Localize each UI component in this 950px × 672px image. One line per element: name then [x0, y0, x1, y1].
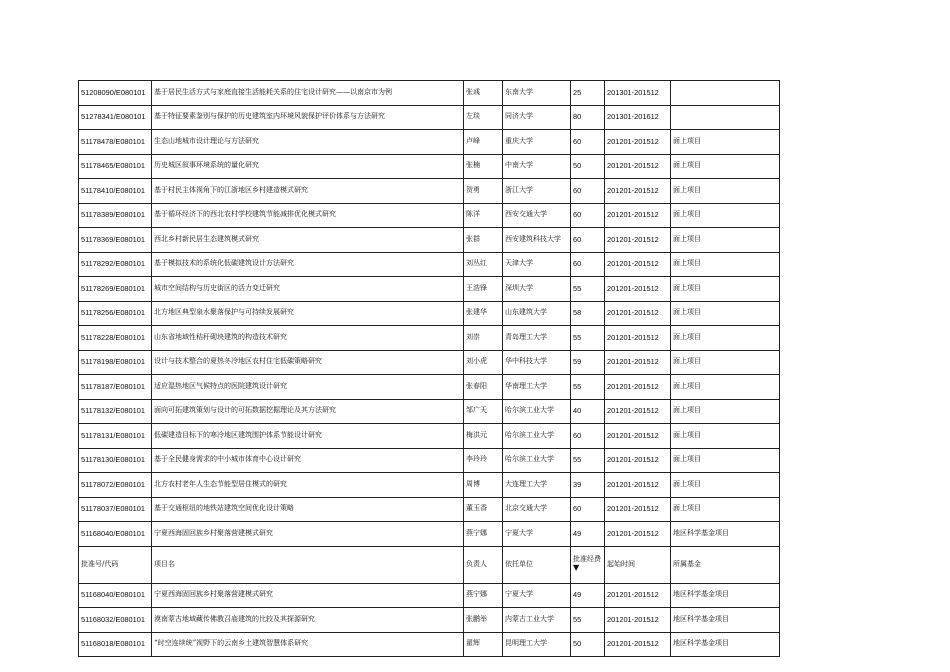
cell-period: 201201-201512 — [605, 608, 671, 633]
cell-period: 201201-201512 — [605, 583, 671, 608]
table-row — [79, 326, 780, 351]
table-body-top — [79, 81, 780, 547]
cell-pi: 左琰 — [464, 105, 503, 130]
cell-funding: 55 — [571, 448, 605, 473]
cell-org: 北京交通大学 — [503, 497, 571, 522]
cell-fund-type: 地区科学基金项目 — [671, 608, 780, 633]
cell-period: 201201-201512 — [605, 301, 671, 326]
header-row — [79, 546, 780, 583]
cell-title: 低碳建造目标下的寒冷地区建筑围护体系节能设计研究 — [152, 424, 464, 449]
cell-fund-type: 面上项目 — [671, 154, 780, 179]
cell-period: 201201-201512 — [605, 228, 671, 253]
header-pi: 负责人 — [464, 546, 503, 583]
cell-pi: 张群 — [464, 228, 503, 253]
cell-pi: 刘崇 — [464, 326, 503, 351]
cell-org: 重庆大学 — [503, 130, 571, 155]
table-row — [79, 522, 780, 547]
cell-fund-type — [671, 81, 780, 106]
table-row — [79, 154, 780, 179]
cell-code: 51178478/E080101 — [79, 130, 152, 155]
table-row — [79, 228, 780, 253]
cell-period: 201201-201512 — [605, 424, 671, 449]
header-funding-label: 批准经费 — [573, 555, 601, 564]
cell-title: 山东省地域性秸秆砌块建筑的构造技术研究 — [152, 326, 464, 351]
header-org: 依托单位 — [503, 546, 571, 583]
cell-title: 适应湿热地区气候特点的医院建筑设计研究 — [152, 375, 464, 400]
cell-org: 内蒙古工业大学 — [503, 608, 571, 633]
cell-funding: 55 — [571, 375, 605, 400]
table-row — [79, 424, 780, 449]
cell-pi: 燕宁娜 — [464, 522, 503, 547]
filter-dropdown-icon[interactable]: ▼ — [573, 562, 580, 572]
cell-org: 青岛理工大学 — [503, 326, 571, 351]
cell-funding: 55 — [571, 608, 605, 633]
cell-fund-type: 面上项目 — [671, 301, 780, 326]
cell-funding: 60 — [571, 179, 605, 204]
cell-fund-type: 面上项目 — [671, 350, 780, 375]
cell-title: 面向可拓建筑策划与设计的可拓数据挖掘理论及其方法研究 — [152, 399, 464, 424]
table-row — [79, 632, 780, 657]
cell-period: 201201-201512 — [605, 473, 671, 498]
table-row — [79, 203, 780, 228]
cell-fund-type: 面上项目 — [671, 424, 780, 449]
cell-title: 北方农村老年人生态节能型居住模式的研究 — [152, 473, 464, 498]
cell-code: 51168018/E080101 — [79, 632, 152, 657]
cell-pi: 梅洪元 — [464, 424, 503, 449]
cell-fund-type: 面上项目 — [671, 473, 780, 498]
cell-title: 设计与技术整合的夏热冬冷地区农村住宅低碳策略研究 — [152, 350, 464, 375]
cell-fund-type: 面上项目 — [671, 448, 780, 473]
cell-fund-type: 面上项目 — [671, 277, 780, 302]
cell-fund-type: 面上项目 — [671, 326, 780, 351]
header-period: 起始时间 — [605, 546, 671, 583]
cell-fund-type: 地区科学基金项目 — [671, 632, 780, 657]
cell-pi: 李玲玲 — [464, 448, 503, 473]
cell-title: 基于村民主体视角下的江浙地区乡村建造模式研究 — [152, 179, 464, 204]
table-row — [79, 277, 780, 302]
cell-org: 哈尔滨工业大学 — [503, 424, 571, 449]
cell-org: 华中科技大学 — [503, 350, 571, 375]
cell-code: 51278341/E080101 — [79, 105, 152, 130]
table-body-bottom — [79, 583, 780, 657]
table-row — [79, 497, 780, 522]
cell-code: 51178465/E080101 — [79, 154, 152, 179]
project-table — [78, 80, 780, 657]
cell-org: 山东建筑大学 — [503, 301, 571, 326]
cell-pi: 张楠 — [464, 154, 503, 179]
table-row — [79, 105, 780, 130]
cell-title: 漠南蒙古地域藏传佛教召庙建筑的比较及其探源研究 — [152, 608, 464, 633]
cell-code: 51178256/E080101 — [79, 301, 152, 326]
cell-code: 51178292/E080101 — [79, 252, 152, 277]
cell-org: 华南理工大学 — [503, 375, 571, 400]
cell-fund-type: 面上项目 — [671, 203, 780, 228]
cell-org: 宁夏大学 — [503, 583, 571, 608]
cell-code: 51178187/E080101 — [79, 375, 152, 400]
header-code: 批准号/代码 — [79, 546, 152, 583]
table-row — [79, 375, 780, 400]
cell-funding: 80 — [571, 105, 605, 130]
cell-code: 51178389/E080101 — [79, 203, 152, 228]
cell-org: 同济大学 — [503, 105, 571, 130]
cell-pi: 张建华 — [464, 301, 503, 326]
table-row — [79, 448, 780, 473]
table-row — [79, 130, 780, 155]
cell-period: 201201-201512 — [605, 522, 671, 547]
cell-period: 201201-201512 — [605, 399, 671, 424]
cell-period: 201201-201512 — [605, 179, 671, 204]
table-header — [79, 546, 780, 583]
cell-code: 51178369/E080101 — [79, 228, 152, 253]
cell-pi: 王浩锋 — [464, 277, 503, 302]
cell-org: 哈尔滨工业大学 — [503, 448, 571, 473]
cell-org: 宁夏大学 — [503, 522, 571, 547]
cell-funding: 49 — [571, 583, 605, 608]
cell-period: 201301-201612 — [605, 105, 671, 130]
cell-title: 历史城区叙事环境系统的量化研究 — [152, 154, 464, 179]
cell-pi: 刘丛红 — [464, 252, 503, 277]
cell-pi: 卢峰 — [464, 130, 503, 155]
cell-title: 北方地区典型泉水聚落保护与可持续发展研究 — [152, 301, 464, 326]
cell-title: 基于交通枢纽的地铁站建筑空间优化设计策略 — [152, 497, 464, 522]
table-row — [79, 473, 780, 498]
cell-fund-type: 面上项目 — [671, 399, 780, 424]
cell-title: 生态山地城市设计理论与方法研究 — [152, 130, 464, 155]
cell-pi: 张鹏举 — [464, 608, 503, 633]
cell-pi: 张春阳 — [464, 375, 503, 400]
cell-code: 51178132/E080101 — [79, 399, 152, 424]
table-row — [79, 608, 780, 633]
cell-funding: 50 — [571, 632, 605, 657]
cell-org: 东南大学 — [503, 81, 571, 106]
cell-funding: 59 — [571, 350, 605, 375]
cell-period: 201201-201512 — [605, 203, 671, 228]
cell-title: 基于特征要素鉴别与保护的历史建筑室内环境风貌保护评价体系与方法研究 — [152, 105, 464, 130]
cell-funding: 60 — [571, 497, 605, 522]
cell-pi: 周博 — [464, 473, 503, 498]
cell-title: 基于模拟技术的系统化低碳建筑设计方法研究 — [152, 252, 464, 277]
header-funding[interactable] — [571, 546, 605, 583]
cell-pi: 刘小虎 — [464, 350, 503, 375]
cell-period: 201201-201512 — [605, 375, 671, 400]
cell-fund-type: 面上项目 — [671, 228, 780, 253]
cell-org: 浙江大学 — [503, 179, 571, 204]
cell-funding: 60 — [571, 228, 605, 253]
table-row — [79, 252, 780, 277]
cell-fund-type: 地区科学基金项目 — [671, 583, 780, 608]
cell-fund-type — [671, 105, 780, 130]
cell-code: 51168040/E080101 — [79, 522, 152, 547]
cell-org: 西安建筑科技大学 — [503, 228, 571, 253]
cell-code: 51178072/E080101 — [79, 473, 152, 498]
cell-code: 51168040/E080101 — [79, 583, 152, 608]
cell-code: 51178131/E080101 — [79, 424, 152, 449]
header-title: 项目名 — [152, 546, 464, 583]
cell-period: 201201-201512 — [605, 154, 671, 179]
cell-fund-type: 地区科学基金项目 — [671, 522, 780, 547]
cell-title: 宁夏西海固回族乡村聚落营建模式研究 — [152, 583, 464, 608]
cell-period: 201201-201512 — [605, 632, 671, 657]
cell-org: 大连理工大学 — [503, 473, 571, 498]
table-row — [79, 399, 780, 424]
cell-funding: 49 — [571, 522, 605, 547]
cell-code: 51178130/E080101 — [79, 448, 152, 473]
cell-period: 201201-201512 — [605, 497, 671, 522]
cell-title: 基于居民生活方式与家庭直接生活能耗关系的住宅设计研究——以南京市为例 — [152, 81, 464, 106]
cell-funding: 60 — [571, 130, 605, 155]
cell-title: 城市空间结构与历史街区的活力变迁研究 — [152, 277, 464, 302]
cell-period: 201201-201512 — [605, 252, 671, 277]
table-row — [79, 179, 780, 204]
cell-org: 中南大学 — [503, 154, 571, 179]
cell-fund-type: 面上项目 — [671, 252, 780, 277]
cell-org: 西安交通大学 — [503, 203, 571, 228]
cell-pi: 贺勇 — [464, 179, 503, 204]
cell-funding: 50 — [571, 154, 605, 179]
cell-funding: 25 — [571, 81, 605, 106]
cell-funding: 40 — [571, 399, 605, 424]
cell-period: 201201-201512 — [605, 448, 671, 473]
table-row — [79, 301, 780, 326]
cell-fund-type: 面上项目 — [671, 130, 780, 155]
cell-code: 51178198/E080101 — [79, 350, 152, 375]
header-fund-type: 所属基金 — [671, 546, 780, 583]
cell-code: 51178410/E080101 — [79, 179, 152, 204]
cell-pi: 张彧 — [464, 81, 503, 106]
cell-funding: 60 — [571, 203, 605, 228]
cell-pi: 邹广天 — [464, 399, 503, 424]
cell-title: 基于循环经济下的西北农村学校建筑节能减排优化模式研究 — [152, 203, 464, 228]
cell-title: 基于全民健身需求的中小城市体育中心设计研究 — [152, 448, 464, 473]
cell-org: 天津大学 — [503, 252, 571, 277]
cell-pi: 陈洋 — [464, 203, 503, 228]
cell-pi: 燕宁娜 — [464, 583, 503, 608]
cell-code: 51208090/E080101 — [79, 81, 152, 106]
cell-funding: 60 — [571, 424, 605, 449]
cell-title: 西北乡村新民居生态建筑模式研究 — [152, 228, 464, 253]
cell-fund-type: 面上项目 — [671, 179, 780, 204]
table-row — [79, 81, 780, 106]
cell-funding: 60 — [571, 252, 605, 277]
cell-code: 51178269/E080101 — [79, 277, 152, 302]
cell-org: 深圳大学 — [503, 277, 571, 302]
cell-code: 51178037/E080101 — [79, 497, 152, 522]
cell-code: 51168032/E080101 — [79, 608, 152, 633]
cell-period: 201201-201512 — [605, 350, 671, 375]
cell-title: “时空连续统”视野下的云南乡土建筑智慧体系研究 — [152, 632, 464, 657]
table-row — [79, 350, 780, 375]
cell-org: 昆明理工大学 — [503, 632, 571, 657]
cell-period: 201201-201512 — [605, 326, 671, 351]
cell-period: 201201-201512 — [605, 277, 671, 302]
cell-code: 51178228/E080101 — [79, 326, 152, 351]
cell-fund-type: 面上项目 — [671, 497, 780, 522]
cell-funding: 39 — [571, 473, 605, 498]
cell-period: 201201-201512 — [605, 130, 671, 155]
cell-funding: 55 — [571, 277, 605, 302]
cell-funding: 55 — [571, 326, 605, 351]
cell-fund-type: 面上项目 — [671, 375, 780, 400]
cell-period: 201301-201512 — [605, 81, 671, 106]
cell-org: 哈尔滨工业大学 — [503, 399, 571, 424]
cell-pi: 翟辉 — [464, 632, 503, 657]
cell-pi: 董玉香 — [464, 497, 503, 522]
cell-title: 宁夏西海固回族乡村聚落营建模式研究 — [152, 522, 464, 547]
table-row — [79, 583, 780, 608]
cell-funding: 58 — [571, 301, 605, 326]
